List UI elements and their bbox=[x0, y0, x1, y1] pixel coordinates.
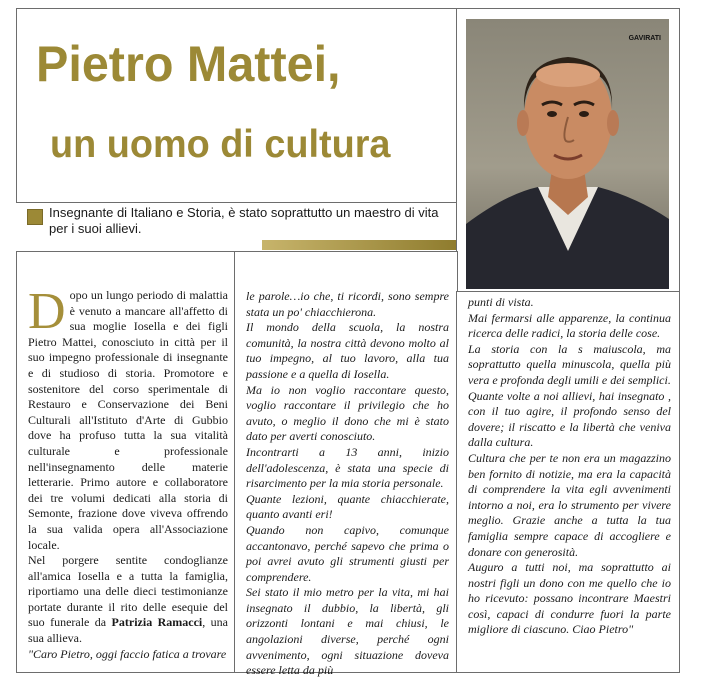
decorative-rule bbox=[262, 240, 456, 250]
article-paragraph: Incontrarti a 13 anni, inizio dell'adolescenza, è stata una specie di risarcimento per la mia storia personale. bbox=[246, 444, 449, 491]
article-paragraph: "Caro Pietro, oggi faccio fatica a trovare bbox=[28, 646, 227, 661]
portrait-frame bbox=[456, 8, 680, 293]
article-paragraph: Nel porgere sentite condoglianze all'amica Iosella e a tutta la famiglia, riportiamo una delle dieci testimonianze portate durante il rito delle esequie del suo funerale da Patrizia Ramacci, una sua allieva. bbox=[28, 553, 229, 646]
headline-subtitle: un uomo di cultura bbox=[50, 123, 391, 166]
author-name: Patrizia Ramacci bbox=[111, 615, 203, 630]
article-paragraph: La storia con la s maiuscola, ma soprattutto quella minuscola, quella più vera e profonda degli umili e dei semplici. bbox=[468, 341, 671, 387]
headline-title: Pietro Mattei, bbox=[36, 36, 341, 92]
article-paragraph: Quante volte a noi allievi, hai insegnato , con il tuo agire, il profondo senso del dovere; il riscatto e la libertà che veniva dalla cultura. bbox=[468, 388, 671, 450]
article-paragraph: le parole…io che, ti ricordi, sono sempre stata un po' chiacchierona. bbox=[246, 289, 449, 319]
article-paragraph: punti di vista. bbox=[468, 295, 534, 309]
photo-credit: GAVIRATI bbox=[628, 35, 661, 42]
article-column-2 bbox=[234, 251, 458, 678]
article-column-1 bbox=[16, 251, 236, 673]
article-paragraph: Cultura che per te non era un magazzino ben fornito di notizie, ma era la capacità di comprendere la vita egli avvenimenti intorno a noi, era lo strumento per vivere meglio. Grazie anche a tutta la tua famiglia sempre capace di accogliere e donare con generosità. bbox=[468, 450, 671, 559]
article-column-3 bbox=[456, 291, 680, 673]
article-paragraph: Quando non capivo, comunque accantonavo, perché sapevo che prima o poi avrei avuto gli strumenti giusti per comprendere. bbox=[246, 522, 449, 584]
article-paragraph: Il mondo della scuola, la nostra comunità, la nostra città devono molto al tuo impegno, al tuo lavoro, alla tua passione e a quella di Iosella. bbox=[246, 320, 449, 381]
article-paragraph: Sei stato il mio metro per la vita, mi hai insegnato il dubbio, la libertà, gli orizzonti lontani e mai chiusi, le angolazioni diverse, perché ogni avvenimento, ogni situazione doveva essere letta da più bbox=[246, 585, 449, 678]
square-bullet-icon bbox=[27, 209, 43, 225]
article-paragraph: Mai fermarsi alle apparenze, la continua ricerca delle radici, la storia delle cose. bbox=[468, 310, 671, 341]
article-paragraph: Dopo un lungo periodo di malattia è venuto a mancare all'affetto di sua moglie Iosella e dei figli Pietro Mattei, conosciuto in città per il suo impegno professionale di insegnante e di studioso di storia. Promotore e sostenitore del corso sperimentale di Restauro e Conservazione dei Beni Culturali all'Istituto d'Arte di Gubbio dove ha profuso tutta la sua vitalità culturale e professionale nell'insegnamento delle materie letterarie. Primo autore e collaboratore dei tre volumi dedicati alla storia di Semonte, frazione dove viveva offrendo la sua valida opera all'Associazione locale. bbox=[28, 283, 228, 552]
standfirst: Insegnante di Italiano e Storia, è stato soprattutto un maestro di vita per i suoi allievi. bbox=[49, 205, 439, 236]
article-paragraph: Ma io non voglio raccontare questo, voglio raccontare il privilegio che ho avuto, o meglio il dono che mi è stato dato per averti conosciuto. bbox=[246, 382, 449, 444]
article-paragraph: Quante lezioni, quante chiacchierate, quanto avanti eri! bbox=[246, 491, 449, 522]
drop-cap: D bbox=[28, 283, 66, 340]
article-paragraph: Auguro a tutti noi, ma soprattutto ai nostri figli un dono con me quello che io ho ricevuto: possano incontrare Maestri così, capaci di condurre fuori la parte migliore di ciascuno. Ciao Pietro" bbox=[468, 560, 671, 637]
portrait-photo bbox=[466, 19, 669, 289]
